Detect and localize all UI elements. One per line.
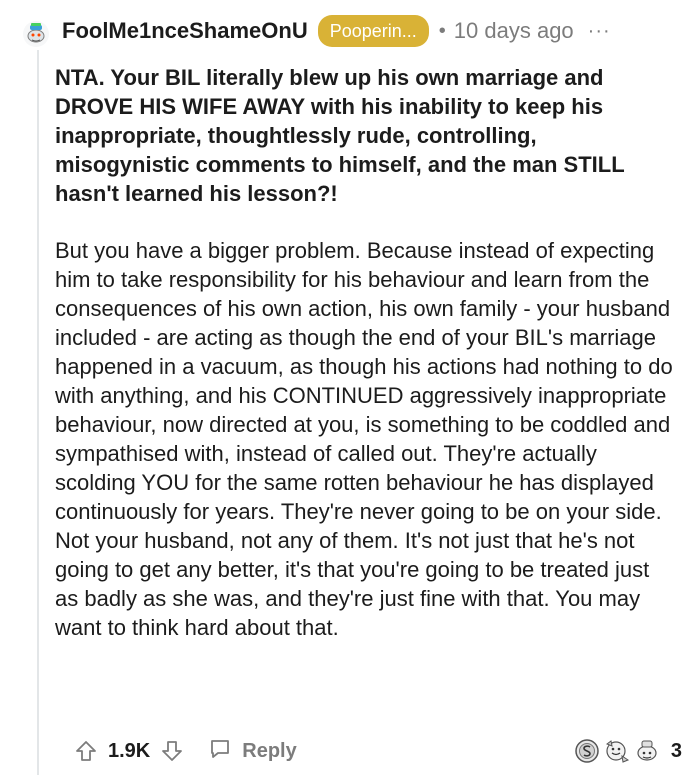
comment-actions	[74, 734, 682, 768]
user-flair: Pooperin...	[318, 15, 429, 47]
wholesome-award-icon	[603, 737, 631, 765]
snoo-avatar-icon	[22, 20, 50, 48]
reply-button[interactable]	[208, 737, 296, 766]
comment-header	[62, 14, 611, 48]
downvote-arrow-icon[interactable]	[160, 739, 184, 763]
vote-controls	[74, 739, 184, 763]
awards[interactable]	[571, 737, 682, 765]
timestamp[interactable]: 10 days ago	[453, 18, 574, 43]
reply-label: Reply	[242, 739, 297, 762]
helpful-award-icon	[633, 737, 661, 765]
speech-bubble-icon	[208, 737, 232, 766]
username[interactable]: FoolMe1nceShameOnU	[62, 18, 308, 43]
user-avatar[interactable]	[22, 20, 50, 48]
thread-line[interactable]	[37, 50, 39, 775]
comment-paragraph: But you have a bigger problem. Because instead of expecting him to take responsibility for his behaviour and learn from the consequences of his own action, his own family - your husband included - are acting as though the end of your BIL's marriage happened in a vacuum, as though his actions had nothing to do with anything, and his CONTINUED aggressively inappropriate behaviour, now directed at you, is something to be coddled and sympathised with, instead of called out. They're actually scolding YOU for the same rotten behaviour he has displayed continuously for years. They're never going to be on your side. Not your husband, not any of them. It's not just that he's not going to get any better, it's that you're going to be treated just as badly as she was, and they're just fine with that. You may want to think hard about that.	[55, 238, 673, 640]
comment-paragraph-bold: NTA. Your BIL literally blew up his own marriage and DROVE HIS WIFE AWAY with his inability to keep his inappropriate, thoughtlessly rude, controlling, misogynistic comments to himself, and the man STILL hasn't learned his lesson?!	[55, 65, 625, 206]
comment-body	[55, 63, 675, 642]
separator-dot: •	[438, 19, 446, 42]
more-options-icon[interactable]: ···	[587, 19, 611, 42]
vote-score: 1.9K	[108, 739, 151, 762]
upvote-arrow-icon[interactable]	[74, 739, 98, 763]
silver-award-icon	[573, 737, 601, 765]
award-count: 3	[670, 739, 682, 762]
